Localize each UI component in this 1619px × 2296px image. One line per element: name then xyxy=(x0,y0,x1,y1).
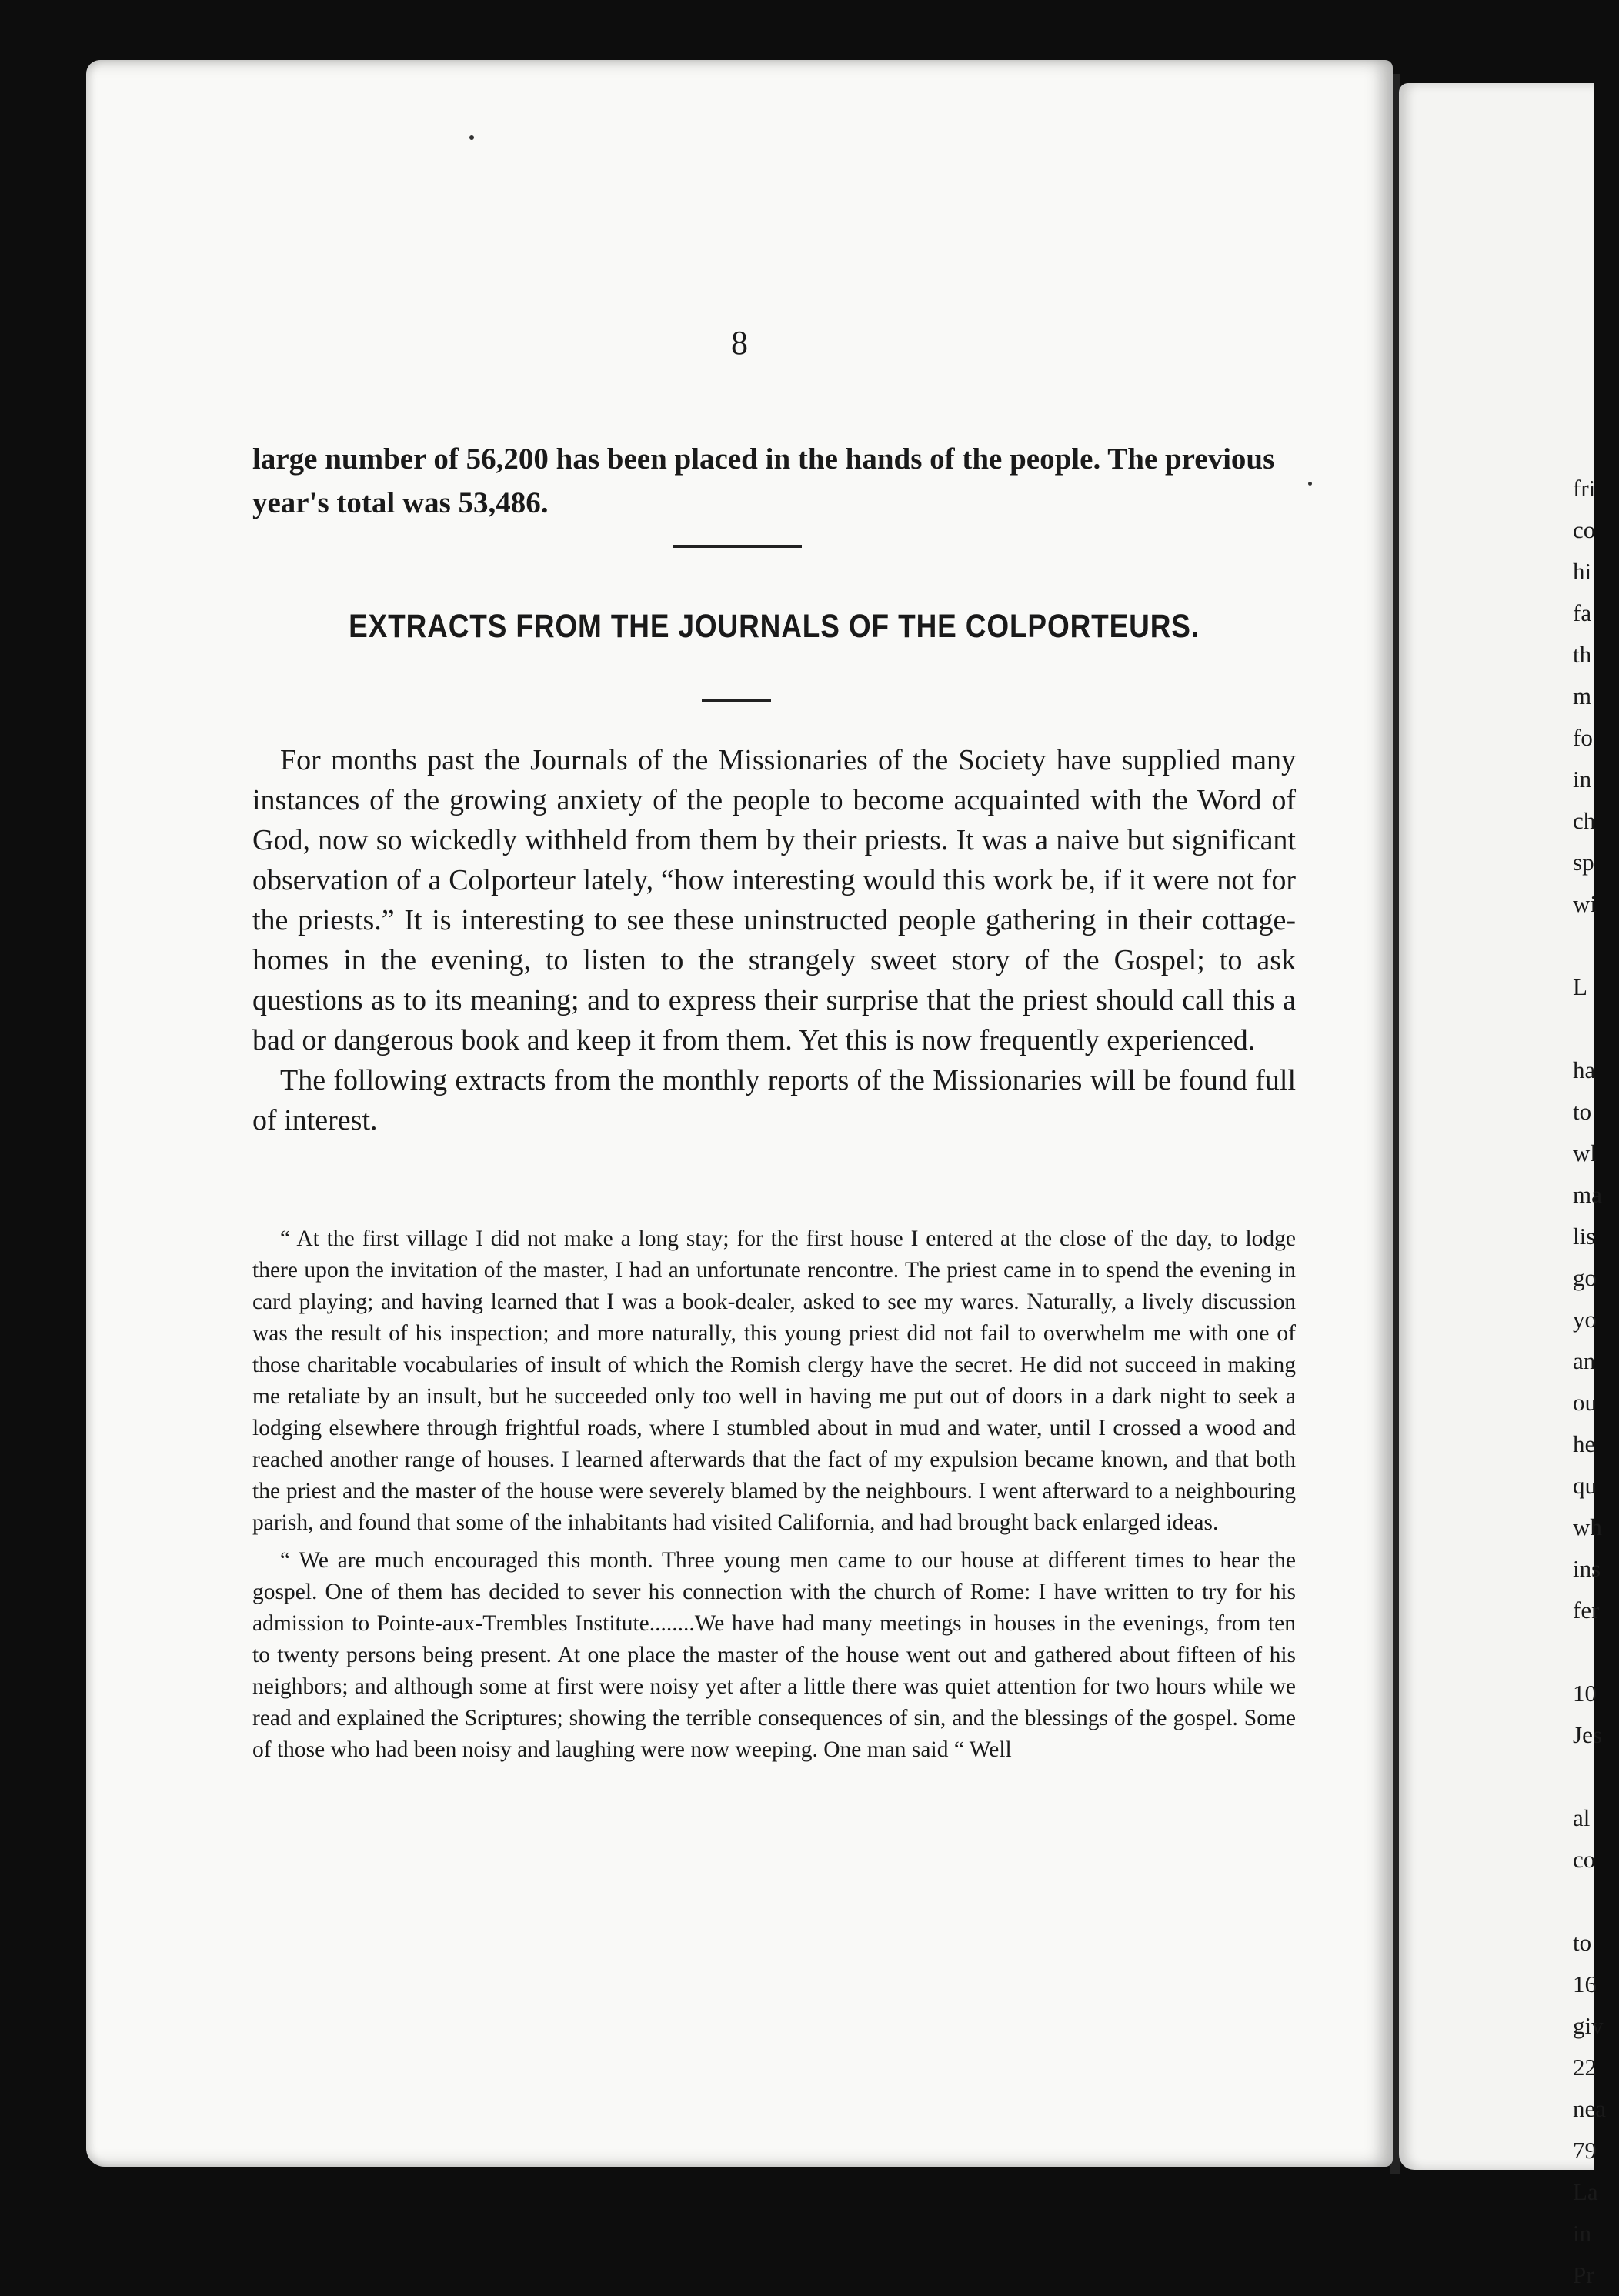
next-page-fragment: in xyxy=(1573,2220,1592,2247)
next-page-fragment: go xyxy=(1573,1264,1597,1291)
next-page-fragment: to xyxy=(1573,1929,1592,1956)
next-page-fragment: wl xyxy=(1573,1140,1597,1166)
next-page-fragment: ha xyxy=(1573,1056,1596,1083)
paper-speck xyxy=(1308,482,1312,486)
extract-paragraph: “ At the first village I did not make a long stay; for the first house I entered at the close of the day, to lodge there upon the invitation of the master, I had an unfortunate rencontre. The priest came in to spend the evening in card playing; and having learned that I was a book-dealer, asked to see my wares. Naturally, a lively discussion was the result of his inspection; and more naturally, this young priest did not fail to overwhelm me with one of those charitable vocabularies of insult of which the Romish clergy have the secret. He did not succeed in making me retaliate by an insult, but he succeeded only too well in having me put out of doors in a dark night to seek a lodging elsewhere through frightful roads, where I stumbled about in mud and water, until I crossed a wood and reached another range of houses. I learned afterwards that the fact of my expulsion became known, and that both the priest and the master of the house were severely blamed by the neighbours. I went afterward to a neighbouring parish, and found that some of the inhabitants had visited California, and had brought back enlarged ideas. xyxy=(252,1226,1296,1535)
next-page-fragment: lis xyxy=(1573,1223,1596,1250)
next-page-fragment: co xyxy=(1573,1846,1596,1873)
next-page-fragment: hi xyxy=(1573,558,1592,585)
next-page-fragment: giv xyxy=(1573,2012,1604,2039)
next-page-fragment: Pr xyxy=(1573,2261,1594,2288)
next-page-fragment: La xyxy=(1573,2178,1598,2205)
journal-extracts xyxy=(252,1223,1296,1766)
next-page-fragment: nea xyxy=(1573,2095,1607,2122)
next-page-fragment: fer xyxy=(1573,1597,1600,1624)
next-page-fragment xyxy=(1573,1631,1619,1673)
next-page-fragment: ins xyxy=(1573,1555,1601,1582)
next-page-fragment: sp xyxy=(1573,849,1594,876)
next-page-fragment: qu xyxy=(1573,1472,1597,1499)
paper-speck xyxy=(469,135,474,140)
next-page-fragment: an xyxy=(1573,1347,1596,1374)
extract-paragraph: “ We are much encouraged this month. Three young men came to our house at different times to hear the gospel. One of them has decided to sever his connection with the church of Rome: I have written to try for his admission to Pointe-aux-Trembles Institute........We have had many meetings in houses in the evenings, from ten to twenty persons being present. At one place the master of the house went out and gathered about fifteen of his neighbors; and although some at first were noisy yet after a little there was quiet attention for two hours while we read and explained the Scriptures; showing the terrible consequences of sin, and the blessings of the gospel. Some of those who had been noisy and laughing were now weeping. One man said “ Well xyxy=(252,1548,1296,1762)
intro-text: large number of 56,200 has been placed in the hands of the people. The previous year's total was 53,486. xyxy=(252,442,1275,519)
next-page-fragment: co xyxy=(1573,516,1596,543)
next-page-fragment: to xyxy=(1573,1098,1592,1125)
next-page-fragment: Jes xyxy=(1573,1721,1602,1748)
next-page-edge xyxy=(1399,83,1607,2288)
next-page-fragment: yo xyxy=(1573,1306,1597,1333)
next-page-fragment xyxy=(1573,1756,1619,1797)
next-page-fragment: fri xyxy=(1573,475,1596,502)
next-page-fragment: th xyxy=(1573,641,1592,668)
next-page-fragment: in xyxy=(1573,766,1592,793)
heading-divider xyxy=(702,699,771,702)
next-page-fragment: ma xyxy=(1573,1181,1602,1208)
section-divider xyxy=(673,545,802,548)
paragraph: For months past the Journals of the Missionaries of the Society have supplied many instances of the growing anxiety of the people to become acquainted with the Word of God, now so wickedly withheld from them by their priests. It was a naive but significant observation of a Colporteur lately, “how interesting would this work be, if it were not for the priests.” It is interesting to see these uninstructed people gathering in their cottage-homes in the evening, to listen to the strangely sweet story of the Gospel; to ask questions as to its meaning; and to express their surprise that the priest should call this a bad or dangerous book and keep it from them. Yet this is now frequently experienced. xyxy=(252,744,1296,1056)
next-page-fragment: L xyxy=(1573,973,1587,1000)
book-page xyxy=(86,60,1393,2167)
next-page-fragment: wi xyxy=(1573,890,1597,917)
next-page-fragment xyxy=(1573,925,1619,966)
next-page-fragment: he xyxy=(1573,1430,1596,1457)
next-page-fragment: 22 xyxy=(1573,2054,1597,2081)
next-page-fragment: 16 xyxy=(1573,1971,1597,1997)
next-page-fragment: 10 xyxy=(1573,1680,1597,1707)
next-page-fragment xyxy=(1573,1881,1619,1922)
next-page-fragment: 79 xyxy=(1573,2137,1597,2164)
next-page-fragment: fa xyxy=(1573,599,1592,626)
page-number: 8 xyxy=(731,324,748,362)
next-page-fragment: ch xyxy=(1573,807,1596,834)
next-page-fragment xyxy=(1573,1008,1619,1050)
lead-paragraphs xyxy=(252,740,1296,1140)
paragraph: The following extracts from the monthly reports of the Missionaries will be found full of interest. xyxy=(252,1064,1296,1136)
next-page-fragment: fo xyxy=(1573,724,1593,751)
next-page-fragment: m xyxy=(1573,682,1592,709)
section-heading: EXTRACTS FROM THE JOURNALS OF THE COLPORTEURS. xyxy=(349,608,1200,645)
next-page-fragment: ou xyxy=(1573,1389,1597,1416)
next-page-fragment: wh xyxy=(1573,1513,1602,1540)
next-page-fragment: al xyxy=(1573,1804,1591,1831)
next-page-text xyxy=(1573,468,1619,2296)
